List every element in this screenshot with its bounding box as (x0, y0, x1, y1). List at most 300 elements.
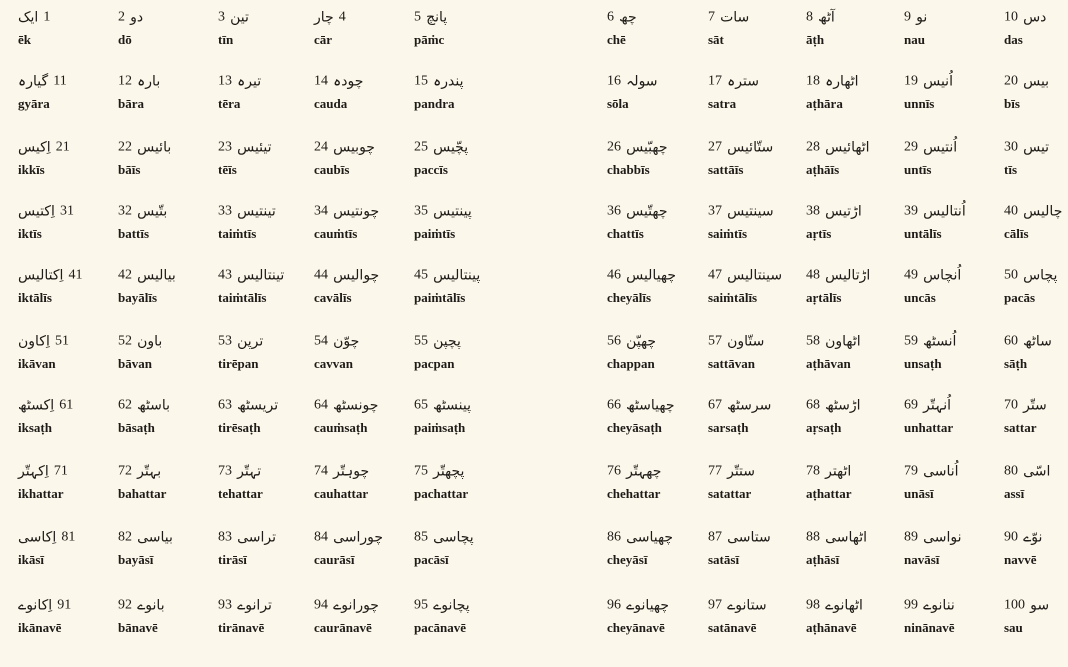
numeral: 70 (1004, 397, 1018, 413)
numeral: 45 (414, 267, 428, 283)
transliteration: sāt (708, 32, 724, 47)
numeral: 30 (1004, 139, 1018, 155)
number-entry (414, 330, 510, 382)
number-entry (414, 70, 510, 122)
urdu-word: چوبیس (333, 139, 375, 156)
number-entry (904, 70, 1000, 122)
transliteration: paiṁtālīs (414, 290, 466, 305)
number-entry (1004, 526, 1068, 578)
numeral-line (904, 70, 953, 92)
numeral: 25 (414, 139, 428, 155)
transliteration: uncās (904, 290, 936, 305)
number-entry (314, 136, 410, 188)
numeral: 50 (1004, 267, 1018, 283)
numeral: 57 (708, 333, 722, 349)
numeral: 74 (314, 463, 328, 479)
numeral: 87 (708, 529, 722, 545)
urdu-word: چھ (619, 9, 637, 26)
urdu-word: چھیاسٹھ (626, 397, 675, 414)
transliteration: unsaṭh (904, 356, 942, 371)
transliteration: aṭhāīs (806, 162, 840, 177)
transliteration: battīs (118, 226, 150, 241)
number-entry (904, 6, 1000, 58)
number-entry (708, 70, 804, 122)
transliteration: nau (904, 32, 925, 47)
urdu-word: اِکیس (18, 139, 51, 156)
numeral: 43 (218, 267, 232, 283)
transliteration: sattar (1004, 420, 1037, 435)
urdu-word: چھیانوے (626, 597, 670, 614)
numeral: 86 (607, 529, 621, 545)
number-entry (118, 200, 214, 252)
number-entry (708, 460, 804, 512)
numeral: 89 (904, 529, 918, 545)
transliteration: bāsaṭh (118, 420, 155, 435)
numeral-line (414, 526, 474, 548)
number-entry (708, 526, 804, 578)
numeral: 32 (118, 203, 132, 219)
number-entry (904, 460, 1000, 512)
number-entry (118, 136, 214, 188)
numeral: 80 (1004, 463, 1018, 479)
transliteration: bāra (118, 96, 144, 111)
number-entry (118, 526, 214, 578)
transliteration: bāvan (118, 356, 152, 371)
transliteration: iktīs (18, 226, 42, 241)
numeral: 17 (708, 73, 722, 89)
urdu-word: پچّیس (433, 139, 469, 156)
urdu-word: ستاسی (727, 529, 771, 546)
numeral-line (414, 6, 447, 28)
urdu-word: چھبّیس (626, 139, 668, 156)
numeral-line (414, 594, 470, 616)
numeral: 44 (314, 267, 328, 283)
numeral-line (806, 594, 863, 616)
transliteration: unnīs (904, 96, 935, 111)
transliteration: āṭh (806, 32, 825, 47)
numeral-line (414, 70, 464, 92)
numeral-line (118, 6, 143, 28)
transliteration: bahattar (118, 486, 167, 501)
transliteration: cheyāsī (607, 552, 648, 567)
transliteration: aṛsaṭh (806, 420, 842, 435)
urdu-word: سینتیس (727, 203, 774, 220)
transliteration: bāīs (118, 162, 141, 177)
numeral-line (607, 264, 676, 286)
numeral: 10 (1004, 9, 1018, 25)
transliteration: cavvan (314, 356, 353, 371)
urdu-word: پینسٹھ (433, 397, 471, 414)
numeral: 54 (314, 333, 328, 349)
numeral-line (904, 526, 962, 548)
transliteration: taiṁtālīs (218, 290, 267, 305)
numeral: 85 (414, 529, 428, 545)
urdu-word: تیرہ (237, 73, 262, 90)
urdu-word: ترانوے (237, 597, 272, 614)
numeral: 38 (806, 203, 820, 219)
numeral-line (314, 394, 378, 416)
numeral: 20 (1004, 73, 1018, 89)
urdu-word: سینتالیس (727, 267, 783, 284)
number-entry (218, 394, 314, 446)
transliteration: aṭhānavē (806, 620, 857, 635)
transliteration: ikkīs (18, 162, 45, 177)
transliteration: aṭhāvan (806, 356, 851, 371)
transliteration: aṭhattar (806, 486, 852, 501)
numeral-line (806, 264, 870, 286)
transliteration: cauṁtīs (314, 226, 358, 241)
numeral: 49 (904, 267, 918, 283)
numeral-line (904, 330, 956, 352)
urdu-word: چوالیس (333, 267, 380, 284)
numeral-line (806, 6, 835, 28)
number-entry (904, 594, 1000, 646)
urdu-word: چوّن (333, 333, 360, 350)
transliteration: pacānavē (414, 620, 466, 635)
transliteration: pāṁc (414, 32, 445, 47)
number-entry (18, 526, 114, 578)
numeral: 68 (806, 397, 820, 413)
numeral: 56 (607, 333, 621, 349)
urdu-word: بیالیس (137, 267, 176, 284)
number-entry (218, 264, 314, 316)
number-entry (18, 70, 114, 122)
numeral: 73 (218, 463, 232, 479)
numeral: 78 (806, 463, 820, 479)
transliteration: tirēsaṭh (218, 420, 261, 435)
transliteration: cālīs (1004, 226, 1029, 241)
number-entry (414, 136, 510, 188)
transliteration: iksaṭh (18, 420, 52, 435)
number-entry (806, 460, 902, 512)
transliteration: sarsaṭh (708, 420, 749, 435)
numeral-line (806, 330, 861, 352)
numeral: 9 (904, 9, 911, 25)
number-entry (806, 594, 902, 646)
numeral-line (708, 200, 774, 222)
numeral-line (218, 264, 284, 286)
number-entry (18, 136, 114, 188)
urdu-word: اُنتالیس (923, 203, 966, 220)
urdu-word: اڑتیس (825, 203, 862, 220)
urdu-word: چوراسی (333, 529, 384, 546)
urdu-word: نوّے (1023, 529, 1043, 546)
numeral-line (1004, 200, 1062, 222)
numeral-line (218, 594, 272, 616)
numeral-line (314, 6, 346, 28)
number-entry (218, 6, 314, 58)
urdu-word: اُناسی (923, 463, 959, 480)
numeral: 55 (414, 333, 428, 349)
numeral: 23 (218, 139, 232, 155)
number-entry (18, 264, 114, 316)
numeral-line (1004, 136, 1049, 158)
numeral: 41 (68, 267, 83, 283)
urdu-word: اٹھاون (825, 333, 861, 350)
numeral: 28 (806, 139, 820, 155)
numeral-line (708, 136, 773, 158)
transliteration: chehattar (607, 486, 661, 501)
number-entry (607, 264, 703, 316)
transliteration: bānavē (118, 620, 158, 635)
number-entry (314, 330, 410, 382)
number-entry (314, 594, 410, 646)
numeral: 8 (806, 9, 813, 25)
numeral: 4 (338, 9, 346, 25)
number-entry (218, 136, 314, 188)
numeral: 12 (118, 73, 132, 89)
urdu-word: ننانوے (923, 597, 955, 614)
transliteration: untīs (904, 162, 932, 177)
urdu-word: بارہ (137, 73, 161, 90)
transliteration: aṭhāra (806, 96, 843, 111)
number-entry (607, 6, 703, 58)
transliteration: tirānavē (218, 620, 265, 635)
numeral-line (314, 594, 379, 616)
transliteration: pandra (414, 96, 455, 111)
number-entry (806, 200, 902, 252)
numeral-line (218, 460, 261, 482)
numeral-line (18, 264, 82, 286)
numeral: 61 (59, 397, 74, 413)
numeral-line (414, 330, 461, 352)
urdu-word: اِکانوے (18, 597, 53, 614)
number-entry (118, 70, 214, 122)
numeral: 62 (118, 397, 132, 413)
numeral-line (314, 200, 379, 222)
numeral-line (607, 6, 637, 28)
urdu-word: دو (130, 9, 144, 26)
number-entry (1004, 264, 1068, 316)
number-entry (1004, 200, 1068, 252)
numeral-line (1004, 394, 1047, 416)
number-entry (1004, 460, 1068, 512)
numeral: 60 (1004, 333, 1018, 349)
transliteration: bīs (1004, 96, 1020, 111)
urdu-word: اِکاسی (18, 529, 57, 546)
numeral: 1 (43, 9, 51, 25)
number-entry (607, 526, 703, 578)
numeral: 75 (414, 463, 428, 479)
urdu-word: پانچ (426, 9, 448, 26)
number-entry (414, 6, 510, 58)
numeral: 11 (53, 73, 67, 89)
urdu-word: ستّر (1023, 397, 1047, 414)
urdu-word: چھتّیس (626, 203, 668, 220)
numeral: 93 (218, 597, 232, 613)
transliteration: sau (1004, 620, 1023, 635)
numeral-line (708, 6, 749, 28)
transliteration: sattāīs (708, 162, 744, 177)
urdu-word: تینتالیس (237, 267, 285, 284)
numeral: 79 (904, 463, 918, 479)
urdu-word: پینتالیس (433, 267, 481, 284)
transliteration: gyāra (18, 96, 50, 111)
urdu-word: چھیالیس (626, 267, 677, 284)
urdu-word: بہتّر (137, 463, 162, 480)
transliteration: tirāsī (218, 552, 247, 567)
numeral-line (806, 70, 859, 92)
number-entry (18, 594, 114, 646)
transliteration: satra (708, 96, 737, 111)
number-entry (414, 394, 510, 446)
urdu-word: اُنسٹھ (923, 333, 957, 350)
urdu-word: چھہتّر (626, 463, 662, 480)
number-entry (314, 200, 410, 252)
urdu-word: چونسٹھ (333, 397, 379, 414)
numeral: 33 (218, 203, 232, 219)
number-entry (218, 460, 314, 512)
urdu-word: ستّاون (727, 333, 765, 350)
number-entry (218, 330, 314, 382)
transliteration: cheyānavē (607, 620, 665, 635)
numeral-line (1004, 526, 1042, 548)
urdu-word: چوہتّر (333, 463, 370, 480)
numeral-line (806, 200, 862, 222)
urdu-word: اِکہتّر (18, 463, 49, 480)
transliteration: caubīs (314, 162, 350, 177)
number-entry (118, 264, 214, 316)
numeral: 90 (1004, 529, 1018, 545)
urdu-word: اٹھارہ (825, 73, 859, 90)
urdu-word: ستتّر (727, 463, 755, 480)
numeral-line (904, 136, 957, 158)
urdu-word: اِکتیس (18, 203, 55, 220)
transliteration: chattīs (607, 226, 644, 241)
urdu-word: اٹھائیس (825, 139, 870, 156)
numeral: 91 (57, 597, 72, 613)
transliteration: sattāvan (708, 356, 755, 371)
number-entry (607, 394, 703, 446)
numeral: 40 (1004, 203, 1018, 219)
transliteration: bayālīs (118, 290, 158, 305)
numeral: 15 (414, 73, 428, 89)
numeral-line (218, 200, 276, 222)
transliteration: caurāsī (314, 552, 355, 567)
numeral-line (708, 460, 755, 482)
numeral-line (118, 594, 165, 616)
transliteration: cheyālīs (607, 290, 652, 305)
numeral: 51 (54, 333, 69, 349)
numeral-line (118, 200, 167, 222)
number-entry (904, 136, 1000, 188)
numeral: 72 (118, 463, 132, 479)
numeral: 53 (218, 333, 232, 349)
number-entry (218, 594, 314, 646)
transliteration: aṛtālīs (806, 290, 842, 305)
numeral-line (118, 136, 171, 158)
number-entry (904, 200, 1000, 252)
transliteration: pacāsī (414, 552, 449, 567)
numeral: 36 (607, 203, 621, 219)
urdu-word: بیاسی (137, 529, 173, 546)
numeral: 37 (708, 203, 722, 219)
transliteration: cheyāsaṭh (607, 420, 662, 435)
numeral: 34 (314, 203, 328, 219)
transliteration: sōla (607, 96, 629, 111)
numeral: 92 (118, 597, 132, 613)
number-entry (806, 264, 902, 316)
numeral: 63 (218, 397, 232, 413)
number-entry (18, 394, 114, 446)
transliteration: chappan (607, 356, 655, 371)
number-entry (607, 330, 703, 382)
number-entry (218, 200, 314, 252)
numeral: 98 (806, 597, 820, 613)
numeral: 16 (607, 73, 621, 89)
numeral-line (18, 200, 74, 222)
urdu-word: تیئیس (237, 139, 272, 156)
number-entry (18, 330, 114, 382)
transliteration: caurānavē (314, 620, 372, 635)
urdu-word: ستانوے (727, 597, 767, 614)
number-entry (118, 594, 214, 646)
transliteration: assī (1004, 486, 1025, 501)
urdu-word: تیس (1023, 139, 1050, 156)
numeral: 95 (414, 597, 428, 613)
transliteration: satāsī (708, 552, 740, 567)
numeral: 39 (904, 203, 918, 219)
transliteration: saiṁtīs (708, 226, 747, 241)
transliteration: cauṁsaṭh (314, 420, 368, 435)
numeral-line (607, 594, 669, 616)
urdu-word: اُنیس (923, 73, 953, 90)
numeral: 96 (607, 597, 621, 613)
numeral-line (1004, 594, 1049, 616)
numeral-line (1004, 264, 1057, 286)
numeral: 76 (607, 463, 621, 479)
transliteration: unāsī (904, 486, 934, 501)
number-entry (1004, 70, 1068, 122)
numeral: 52 (118, 333, 132, 349)
numeral: 64 (314, 397, 328, 413)
urdu-word: سرسٹھ (727, 397, 772, 414)
urdu-word: اُنہتّر (923, 397, 952, 414)
number-entry (708, 6, 804, 58)
urdu-word: اٹھتر (825, 463, 852, 480)
number-entry (1004, 330, 1068, 382)
number-entry (218, 526, 314, 578)
urdu-word: پچپن (433, 333, 461, 350)
transliteration: cauda (314, 96, 348, 111)
urdu-word: دس (1023, 9, 1047, 26)
numeral-line (218, 70, 261, 92)
numeral-line (218, 136, 272, 158)
urdu-word: اُنچاس (923, 267, 962, 284)
number-entry (1004, 594, 1068, 646)
number-entry (1004, 136, 1068, 188)
numeral-line (218, 6, 249, 28)
number-entry (414, 526, 510, 578)
numeral-line (607, 460, 661, 482)
numeral-line (18, 136, 70, 158)
number-entry (708, 136, 804, 188)
numeral: 29 (904, 139, 918, 155)
numeral-line (904, 394, 951, 416)
numeral-line (708, 526, 771, 548)
transliteration: aṭhāsī (806, 552, 840, 567)
transliteration: ikāsī (18, 552, 45, 567)
numeral-line (18, 460, 68, 482)
numeral-line (314, 460, 369, 482)
numeral-line (904, 6, 927, 28)
numeral-line (118, 526, 173, 548)
numeral-line (1004, 330, 1052, 352)
urdu-word: سو (1030, 597, 1050, 614)
transliteration: tirēpan (218, 356, 259, 371)
numeral: 31 (59, 203, 74, 219)
number-entry (1004, 394, 1068, 446)
